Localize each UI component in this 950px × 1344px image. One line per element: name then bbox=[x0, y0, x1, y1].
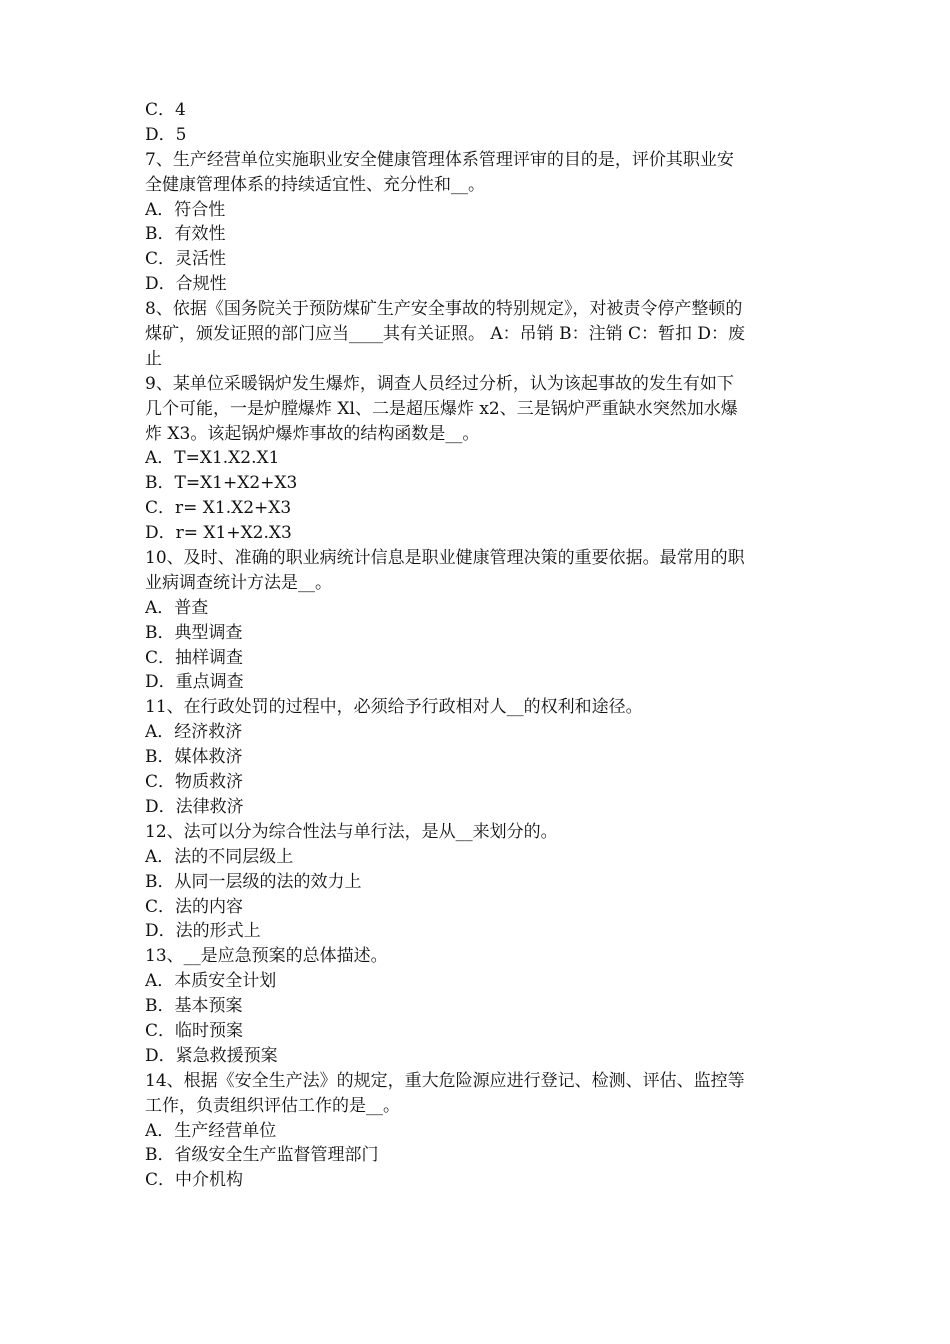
text-line: D．法律救济 bbox=[145, 796, 244, 817]
text-line: C．灵活性 bbox=[145, 249, 227, 270]
text-line: 14、根据《安全生产法》的规定，重大危险源应进行登记、检测、评估、监控等 bbox=[145, 1070, 745, 1091]
text-line: C．临时预案 bbox=[145, 1020, 244, 1041]
text-line: 8、依据《国务院关于预防煤矿生产安全事故的特别规定》，对被责令停产整顿的 bbox=[145, 299, 743, 320]
text-line: B．从同一层级的法的效力上 bbox=[145, 871, 362, 892]
text-line: 业病调查统计方法是__。 bbox=[145, 572, 332, 593]
text-line: 止 bbox=[145, 348, 162, 369]
text-line: C．法的内容 bbox=[145, 896, 244, 917]
text-line: D．紧急救援预案 bbox=[145, 1045, 278, 1066]
text-line: 10、及时、准确的职业病统计信息是职业健康管理决策的重要依据。最常用的职 bbox=[145, 548, 745, 569]
text-line: D．r= X1+X2.X3 bbox=[145, 523, 292, 544]
text-line: C．抽样调查 bbox=[145, 647, 244, 668]
text-line: C．r= X1.X2+X3 bbox=[145, 498, 292, 519]
text-line: 7、生产经营单位实施职业安全健康管理体系管理评审的目的是，评价其职业安 bbox=[145, 149, 734, 170]
text-line: B．典型调查 bbox=[145, 622, 243, 643]
text-line: B．媒体救济 bbox=[145, 747, 243, 768]
text-line: A．符合性 bbox=[145, 199, 226, 220]
text-line: 几个可能，一是炉膛爆炸 Xl、二是超压爆炸 x2、三是锅炉严重缺水突然加水爆 bbox=[145, 398, 738, 419]
text-line: A．普查 bbox=[145, 597, 209, 618]
document-body bbox=[145, 98, 813, 1193]
text-line: 工作，负责组织评估工作的是__。 bbox=[145, 1095, 400, 1116]
text-line: 炸 X3。该起锅炉爆炸事故的结构函数是__。 bbox=[145, 423, 480, 444]
text-line: A．法的不同层级上 bbox=[145, 846, 294, 867]
text-line: D．5 bbox=[145, 124, 187, 145]
text-line: 9、某单位采暖锅炉发生爆炸，调查人员经过分析，认为该起事故的发生有如下 bbox=[145, 373, 734, 394]
text-line: D．重点调查 bbox=[145, 672, 244, 693]
text-line: B．基本预案 bbox=[145, 996, 243, 1017]
text-line: D．合规性 bbox=[145, 274, 227, 295]
text-line: D．法的形式上 bbox=[145, 921, 261, 942]
text-line: 煤矿，颁发证照的部门应当____其有关证照。 A：吊销 B：注销 C：暂扣 D：废 bbox=[145, 324, 746, 345]
text-line: A．经济救济 bbox=[145, 722, 243, 743]
text-line: 13、__是应急预案的总体描述。 bbox=[145, 946, 388, 967]
text-line: C．4 bbox=[145, 100, 186, 120]
text-line: B．有效性 bbox=[145, 224, 226, 245]
text-line: A．生产经营单位 bbox=[145, 1120, 277, 1141]
text-line: 12、法可以分为综合性法与单行法，是从__来划分的。 bbox=[145, 821, 558, 842]
text-line: B．T=X1+X2+X3 bbox=[145, 473, 298, 494]
text-line: 全健康管理体系的持续适宜性、充分性和__。 bbox=[145, 174, 485, 195]
text-line: C．物质救济 bbox=[145, 772, 244, 793]
text-line: A．T=X1.X2.X1 bbox=[145, 448, 280, 469]
text-line: C．中介机构 bbox=[145, 1170, 244, 1191]
text-line: B．省级安全生产监督管理部门 bbox=[145, 1145, 379, 1166]
text-line: 11、在行政处罚的过程中，必须给予行政相对人__的权利和途径。 bbox=[145, 697, 643, 718]
text-line: A．本质安全计划 bbox=[145, 971, 277, 992]
